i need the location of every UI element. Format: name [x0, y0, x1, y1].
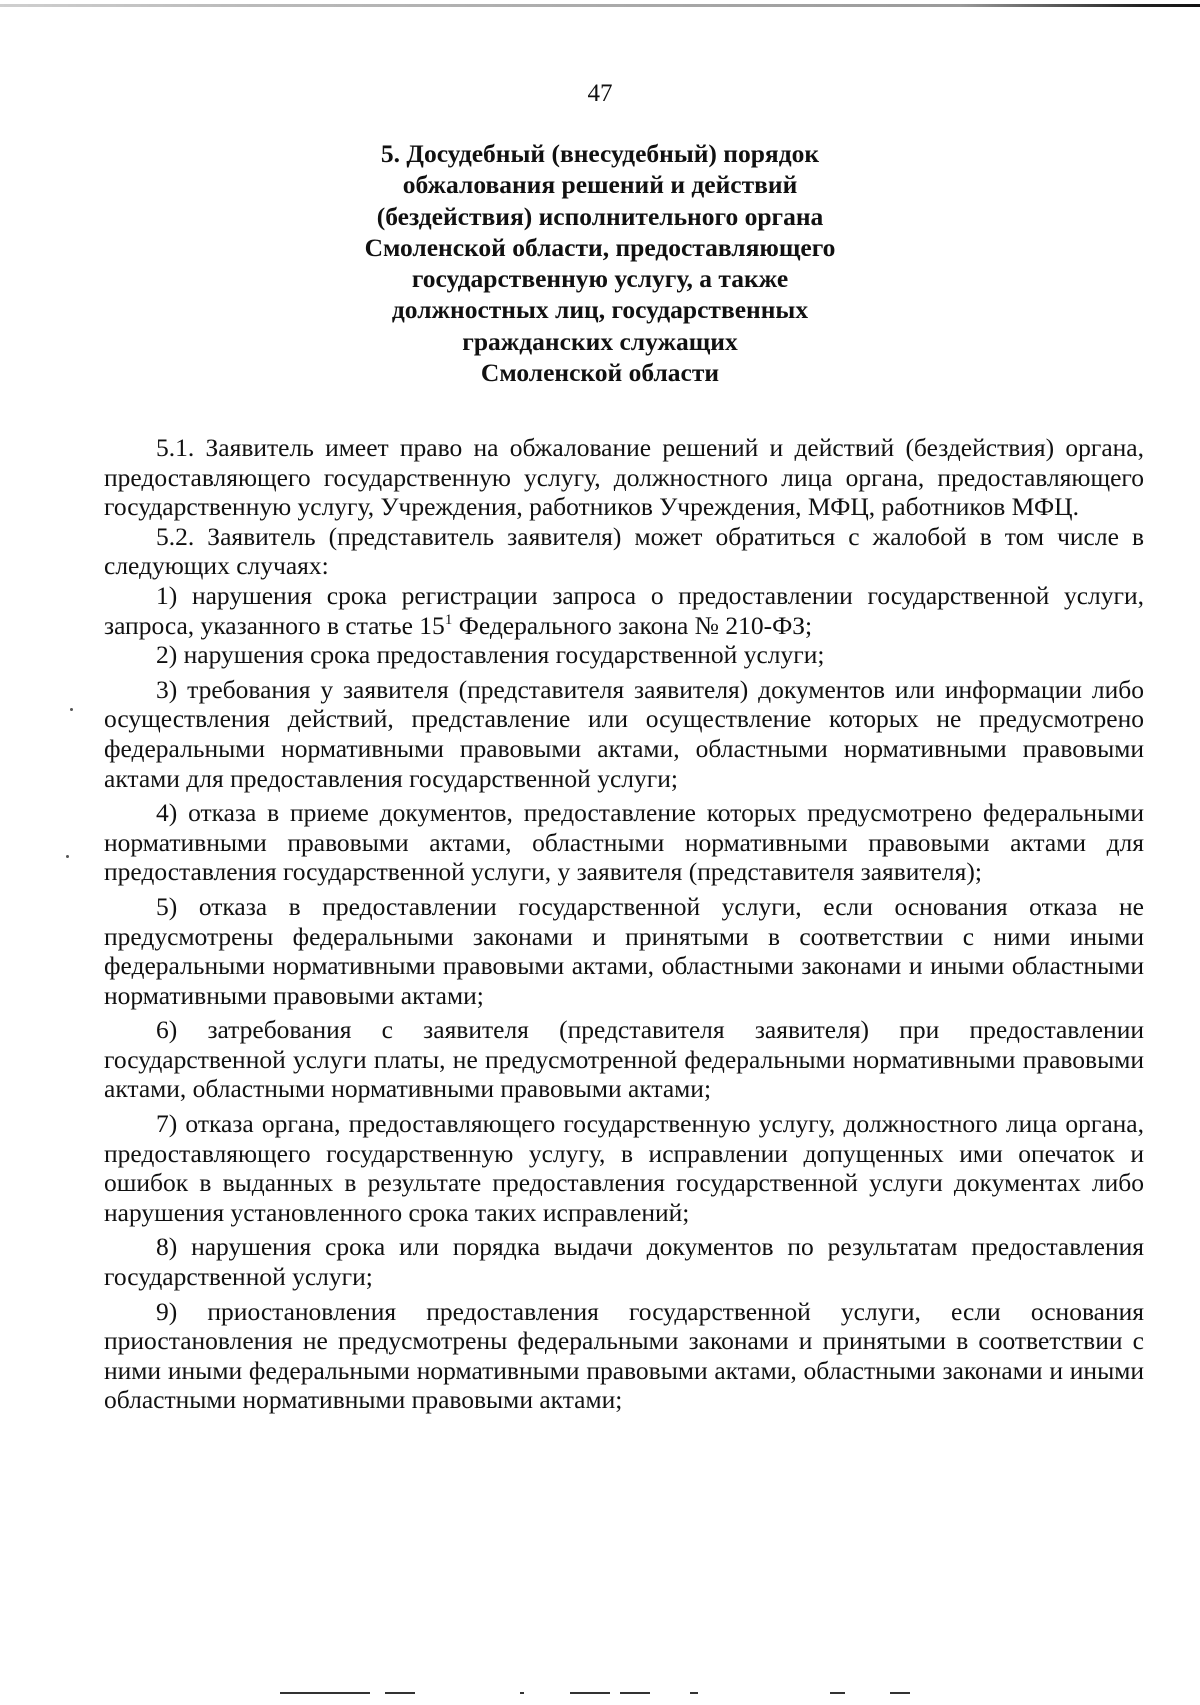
list-item-2: 2) нарушения срока предоставления государственной услуги;	[156, 640, 825, 670]
page-number: 47	[587, 80, 613, 107]
list-item-3: 3) требования у заявителя (представителя заявителя) документов или информации либо осуществления действий, представление или осуществление которых не предусмотрено федеральными нормативными правовыми актами, областными нормативными правовыми актами для предоставления государственной услуги;	[104, 674, 1144, 793]
heading-line: обжалования решений и действий	[402, 170, 798, 200]
scan-top-border	[0, 4, 1200, 7]
heading-line: 5. Досудебный (внесудебный) порядок	[380, 139, 820, 168]
heading-line: гражданских служащих	[462, 326, 738, 356]
list-item-8: 8) нарушения срока или порядка выдачи документов по результатам предоставления государственной услуги;	[104, 1232, 1144, 1292]
list-item-1-text-end: Федерального закона № 210-ФЗ;	[452, 610, 813, 640]
list-item-7: 7) отказа органа, предоставляющего государственную услугу, должностного лица органа, предоставляющего государственную услугу, в исправлении допущенных ими опечаток и ошибок в выданных в результате предоставления государственной услуги документах либо нарушения установленного срока таких исправлений;	[104, 1109, 1144, 1227]
superscript: 1	[444, 611, 453, 628]
paragraph-5-2: 5.2. Заявитель (представитель заявителя) может обратиться с жалобой в том числе в следующих случаях:	[104, 521, 1144, 581]
document-body	[104, 433, 1144, 1415]
section-heading	[300, 138, 900, 388]
heading-line: Смоленской области, предоставляющего	[364, 232, 836, 262]
heading-line: (бездействия) исполнительного органа	[376, 201, 824, 231]
paragraph-5-1: 5.1. Заявитель имеет право на обжалование решений и действий (бездействия) органа, предоставляющего государственную услугу, должностного лица органа, предоставляющего государственную услугу, Учреждения, работников Учреждения, МФЦ, работников МФЦ.	[104, 433, 1144, 522]
list-item-1-text: 1) нарушения срока регистрации запроса о предоставлении государственной услуги, запроса, указанного в статье 15	[104, 580, 1144, 640]
heading-line: должностных лиц, государственных	[391, 295, 809, 325]
list-item-9: 9) приостановления предоставления государственной услуги, если основания приостановления не предусмотрены федеральными законами и принятыми в соответствии с ними иными федеральными нормативными правовыми актами, областными законами и иными областными нормативными правовыми актами;	[104, 1296, 1144, 1415]
heading-line: государственную услугу, а также	[411, 264, 789, 294]
scan-speck	[66, 855, 69, 858]
heading-line: Смоленской области	[480, 358, 720, 388]
scan-speck	[70, 708, 73, 711]
scan-bottom-artifacts	[270, 1692, 930, 1695]
list-item-5: 5) отказа в предоставлении государственной услуги, если основания отказа не предусмотрены федеральными законами и принятыми в соответствии с ними иными федеральными нормативными правовыми актами, областными законами и иными областными нормативными правовыми актами;	[104, 891, 1144, 1010]
list-item-1	[104, 581, 1144, 640]
list-item-4: 4) отказа в приеме документов, предоставление которых предусмотрено федеральными нормативными правовыми актами, областными нормативными правовыми актами для предоставления государственной услуги, у заявителя (представителя заявителя);	[104, 798, 1144, 887]
list-item-6: 6) затребования с заявителя (представителя заявителя) при предоставлении государственной услуги платы, не предусмотренной федеральными нормативными правовыми актами, областными нормативными правовыми актами;	[104, 1015, 1144, 1104]
